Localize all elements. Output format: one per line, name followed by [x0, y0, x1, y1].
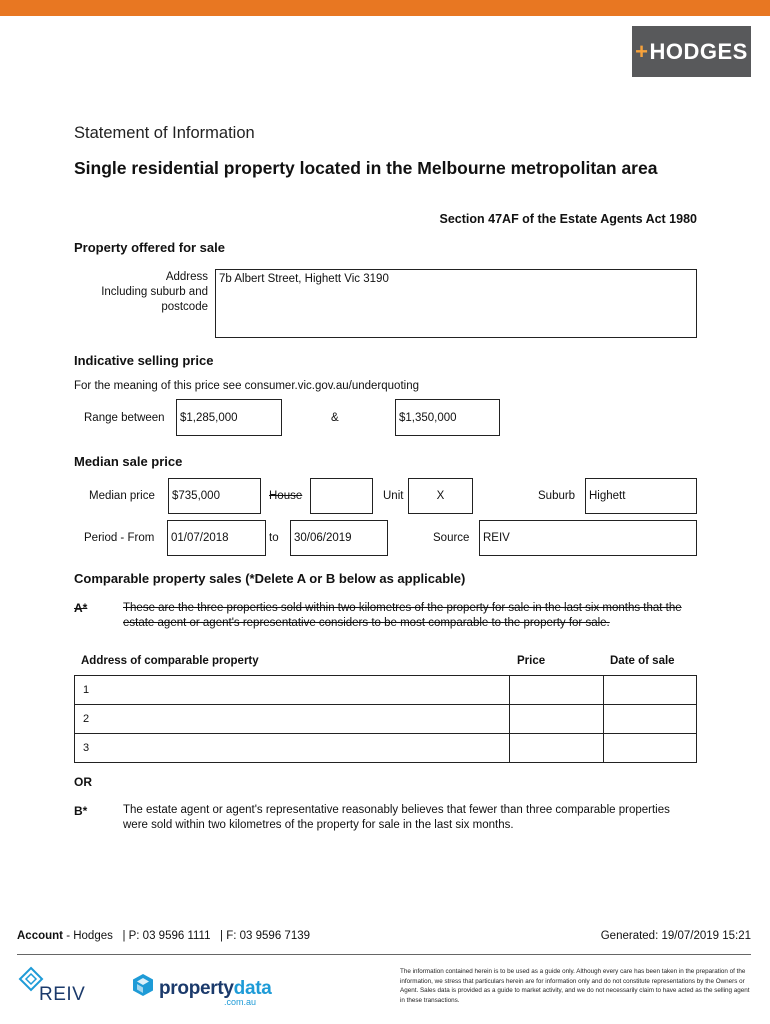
unit-field[interactable]: X [408, 478, 473, 514]
range-high-field[interactable]: $1,350,000 [395, 399, 500, 436]
row-date[interactable] [604, 676, 697, 705]
or-separator: OR [74, 775, 92, 789]
period-from-label: Period - From [84, 532, 155, 544]
row-date[interactable] [604, 734, 697, 763]
col-date-header: Date of sale [610, 655, 675, 667]
suburb-field[interactable]: Highett [585, 478, 697, 514]
disclaimer-text: The information contained herein is to be used as a guide only. Although every care has been taken in the preparation of the information, we stress that particulars herein are for information only and do not constitute representations by the Owners or Agent. Sales data is provided as a guide to market activity, and we do not necessarily claim to have acted as the selling agent in these transactions. [400, 968, 750, 1004]
row-price[interactable] [510, 676, 604, 705]
account-label: Account [17, 930, 63, 942]
propertydata-hex-icon [131, 973, 155, 997]
row-date[interactable] [604, 705, 697, 734]
row-number[interactable]: 1 [75, 676, 510, 705]
generated-timestamp: Generated: 19/07/2019 15:21 [600, 930, 751, 942]
house-label: House [269, 490, 303, 502]
median-heading: Median sale price [74, 454, 183, 469]
property-heading: Property offered for sale [74, 240, 225, 255]
suburb-label: Suburb [538, 490, 576, 502]
address-label-line-3: postcode [161, 301, 208, 313]
comparable-heading: Comparable property sales (*Delete A or B below as applicable) [74, 571, 466, 586]
col-address-header: Address of comparable property [81, 655, 259, 667]
period-from-field[interactable]: 01/07/2018 [167, 520, 266, 556]
period-to-label: to [269, 532, 279, 544]
row-price[interactable] [510, 705, 604, 734]
statement-title: Statement of Information [74, 124, 255, 142]
address-label-line-1: Address [165, 271, 208, 283]
comparable-table [74, 675, 697, 763]
propertydata-domain: .com.au [224, 997, 257, 1007]
address-label-line-2: Including suburb and [101, 286, 208, 298]
row-number[interactable]: 3 [75, 734, 510, 763]
section-reference: Section 47AF of the Estate Agents Act 1980 [439, 212, 697, 226]
row-price[interactable] [510, 734, 604, 763]
table-row [75, 734, 697, 763]
median-price-label: Median price [89, 490, 155, 502]
table-row [75, 676, 697, 705]
propertydata-accent: data [233, 978, 272, 999]
logo-plus: + [635, 38, 649, 64]
source-label: Source [433, 532, 470, 544]
propertydata-main: property [159, 978, 234, 999]
address-field[interactable]: 7b Albert Street, Highett Vic 3190 [215, 269, 697, 338]
range-low-field[interactable]: $1,285,000 [176, 399, 282, 436]
option-b-text: The estate agent or agent's representative reasonably believes that fewer than three comparable properties were sold within two kilometres of the property for sale in the last six months. [123, 804, 670, 831]
table-row [75, 705, 697, 734]
house-field[interactable] [310, 478, 373, 514]
address-label [74, 270, 208, 315]
period-to-field[interactable]: 30/06/2019 [290, 520, 388, 556]
page-title: Single residential property located in the Melbourne metropolitan area [74, 158, 658, 178]
range-label: Range between [84, 412, 165, 424]
source-field[interactable]: REIV [479, 520, 697, 556]
option-b-marker: B* [74, 804, 88, 818]
col-price-header: Price [517, 655, 546, 667]
reiv-logo: REIV [39, 984, 86, 1005]
underquoting-note: For the meaning of this price see consumer.vic.gov.au/underquoting [74, 380, 419, 392]
option-a-marker: A* [74, 601, 88, 615]
row-number[interactable]: 2 [75, 705, 510, 734]
option-a-text: These are the three properties sold within two kilometres of the property for sale in the last six months that the estate agent or agent's representative considers to be most comparable to the property for sale. [123, 602, 682, 629]
unit-label: Unit [383, 490, 404, 502]
hodges-logo [632, 26, 751, 77]
indicative-heading: Indicative selling price [74, 353, 214, 368]
median-price-field[interactable]: $735,000 [168, 478, 261, 514]
account-details: - Hodges | P: 03 9596 1111 | F: 03 9596 7139 [63, 930, 311, 942]
logo-text: HODGES [649, 38, 748, 64]
top-accent-bar [0, 0, 770, 16]
footer-divider [17, 954, 751, 955]
footer-account [17, 930, 310, 942]
range-ampersand: & [331, 412, 339, 424]
